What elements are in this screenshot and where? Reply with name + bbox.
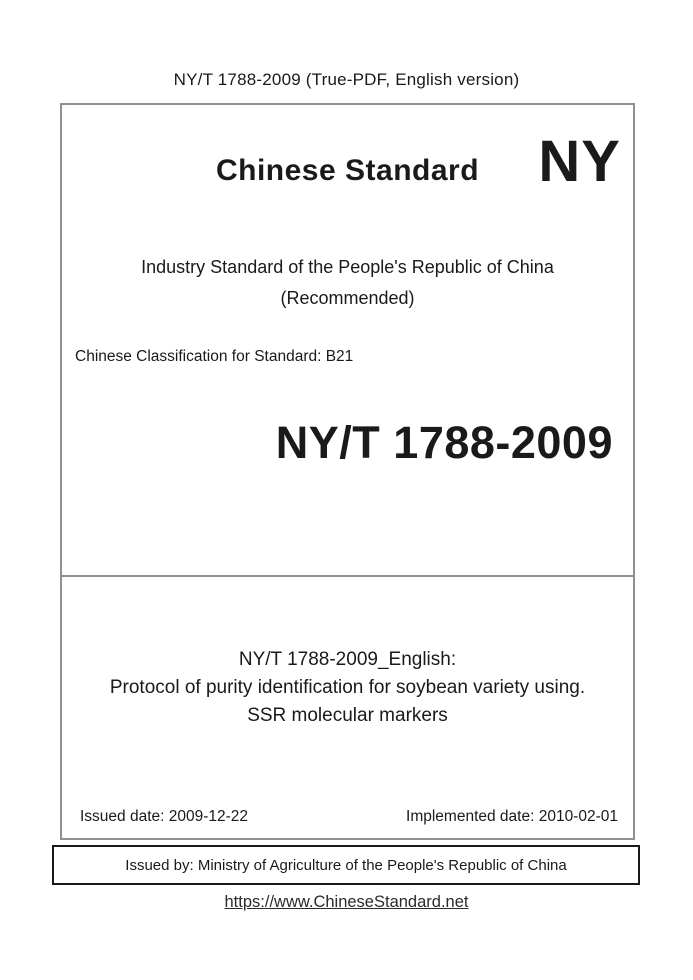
classification-line: Chinese Classification for Standard: B21 [75, 348, 354, 365]
english-title-line2: Protocol of purity identification for soybean variety using. [109, 677, 586, 698]
issuer-box [52, 845, 640, 885]
english-title-block [62, 646, 633, 730]
document-header-line: NY/T 1788-2009 (True-PDF, English version) [173, 70, 520, 89]
cover-main-box [60, 103, 635, 840]
footer [0, 893, 693, 912]
issued-date: Issued date: 2009-12-22 [80, 808, 249, 825]
implemented-date: Implemented date: 2010-02-01 [406, 808, 618, 825]
english-title-line3: SSR molecular markers [247, 705, 448, 726]
footer-website-link[interactable]: https://www.ChineseStandard.net [224, 893, 469, 911]
standard-code: NY/T 1788-2009 [275, 417, 613, 468]
brand-title: Chinese Standard [215, 154, 480, 187]
standard-body-logo: NY [538, 129, 621, 194]
english-title-line1: NY/T 1788-2009_English: [238, 649, 457, 670]
recommended-line: (Recommended) [280, 288, 415, 308]
issuer-text: Issued by: Ministry of Agriculture of the People's Republic of China [125, 856, 567, 874]
dates-row [80, 808, 618, 826]
section-divider [62, 575, 633, 577]
industry-standard-line: Industry Standard of the People's Republic of China [141, 257, 554, 277]
